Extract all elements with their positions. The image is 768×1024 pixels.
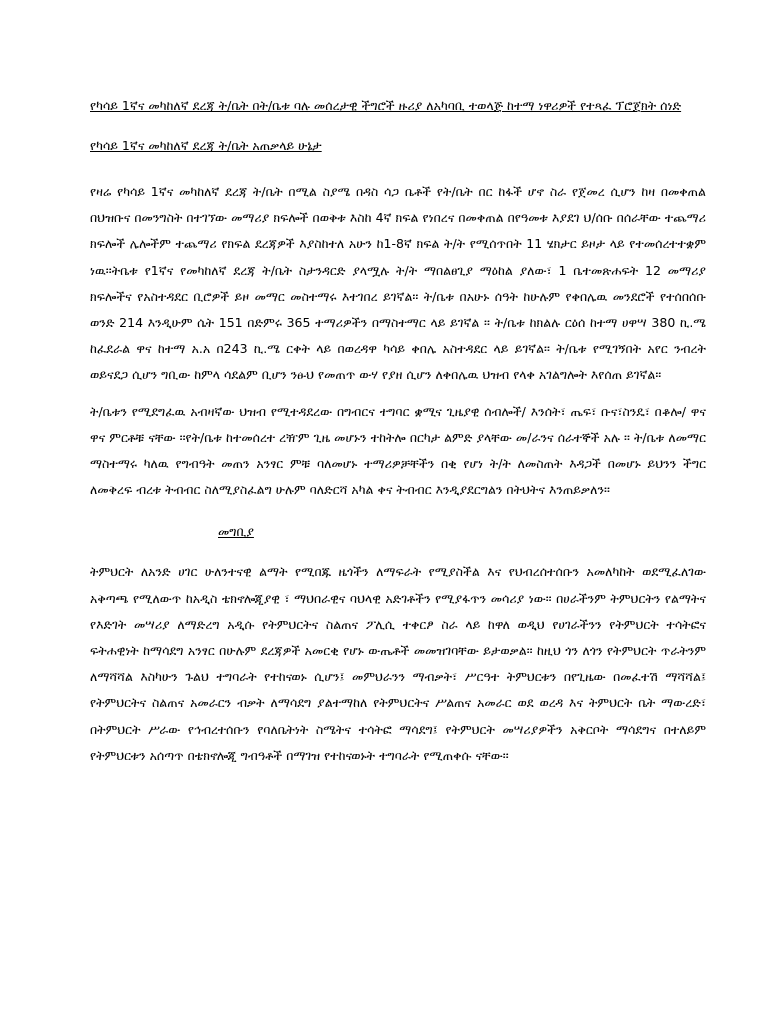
document-title: የካሳይ 1ኛና መካከለኛ ደረጃ ት/ቤት በት/ቤቱ ባሉ መሰረታዊ ችግሮች ዙሪያ ለአካባቢ ተወላጅ ከተማ ነዋሪዎች የተጻፈ ፕሮጀክት ሰነድ bbox=[90, 98, 682, 113]
section-paragraph: ትምህርት ለአንድ ሀገር ሁለንተናዊ ልማት የሚበጁ ዜጎችን ለማፍራት የሚያስችል እና የህብረሰተሰቡን አመለካከት ወደሚፈለገው አቅጣጫ የሚለውጥ ከአዲስ ቴክኖሎጂያዊ ፣ ማህበራዊና ባህላዊ አድገቶችን የሚያፋጥን መሳሪያ ነው፡፡ በሀራችንም ትምህርትን የልማትና የእድገት መሣሪያ ለማድረግ አዲሱ የትምህርትና ስልጠና ፖሊሲ ተቀርፆ ስራ ላይ ከዋለ ወዲህ የሀገራችንን የትምህርት ተሳትፎና ፍትሐዊነት ከማሳደግ አንፃር በሁሉም ደረጃዎች አመርቂ የሆኑ ውጤቶች መመዝገባቸው ይታወቃል፡፡ ከዚህ ጎን ለጎን የትምህርት ጥራትንም ለማሻሻል እስካሁን ጉልህ ተግባራት የተከናወኑ ሲሆን፤ መምህራንን ማብቃት፣ ሥርዓተ ትምህርቱን በየጊዜው በመፈተሽ ማሻሻል፤ የትምህርትና ስልጠና አመራርን ብቃት ለማሳደግ ያልተማከለ የትምህርትና ሥልጠና አመራር ወደ ወረዳ እና ትምህርት ቤት ማውረድ፣ በትምህርት ሥራው የኅብረተሰቡን የባለቤትነት ስሜትና ተሳትፎ ማሳደግ፤ የትምህርት መሣሪያዎችን አቅርቦት ማሳደግና በተለይም የትምህርቱን አሰጣጥ በቴክኖሎጂ ግብዓቶች በማገዝ የተከናወኑት ተግባራት የሚጠቀሱ ናቸው፡፡ bbox=[90, 564, 706, 763]
section-title-introduction: መግቢያ bbox=[218, 524, 254, 540]
paragraph-1: የዛሬ የካሳይ 1ኛና መካከለኛ ደረጃ ት/ቤት በሚል ስያሜ በዳስ ሳጋ ቤቶች የት/ቤት በር ከፋች ሆኖ ስራ የጀመረ ሲሆን ከዛ በመቀጠል በህዝቡና በመንግስት በተገኘው መማሪያ ክፍሎች በወቅቱ እስከ 4ኛ ክፍል የነበረና በመቀጠል በየዓመቱ እያደገ ህ/ሰቡ በሰራቸው ተጨማሪ ክፍሎች ሌሎችም ተጨማሪ የክፍል ደረጃዎች እያስከተለ አሁን ከ1-8ኛ ክፍል ት/ት የሚሰጥበት 11 ሄክታር ይዞታ ላይ የተመሰረተተቋም ነዉ፡፡ትቤቱ የ1ኛና የመካከለኛ ደረጃ ት/ቤት ስታንዳርድ ያላሟሉ ት/ት ማበልፀጊያ ማዕከል ያለው፣ 1 ቤተመጽሐፍት 12 መማሪያ ክፍሎችና የአስተዳደር ቢሮዎች ይዞ መማር መስተማሩ እተገበረ ይገኛል፡፡ ት/ቤቱ በአሁኑ ሰዓት ከሁሉም የቀበሌዉ መንደሮች የተሰበሰቡ ወንድ 214 እንዲሁም ሴት 151 በድምሩ 365 ተማሪዎችን በማስተማር ላይ ይገኛል ፡፡ ት/ቤቱ ከክልሉ ርዕሰ ከተማ ሀዋሣ 380 ኪ.ሜ ከፈደራል ዋና ከተማ አ.አ በ243 ኪ.ሜ ርቀት ላይ በወረዳዋ ካሳይ ቀበሌ አስተዳደር ላይ ይገኛል፡፡ ት/ቤቱ የሚገኝበት አየር ንብረት ወይናደጋ ሲሆን ግቢው ከምላ ሳደልም ቢሆን ንፁህ የመጠጥ ውሃ የያዘ ሲሆን ለቀበሌዉ ህዝብ የላቀ አገልግሎት እየሰጠ ይገኛል፡፡ bbox=[90, 184, 706, 383]
paragraph-2: ት/ቤቱን የሚደግፈዉ አብዛኛው ህዝብ የሚተዳደረው በግብርና ተግባር ቋሚና ጊዜያዊ ሰብሎች/ እንሰት፣ ጤፍ፣ ቡና፣ስንዴ፣ በቆሎ/ ዋና ዋና ምርቶቹ ናቸው ፡፡የት/ቤቱ ከተመሰረተ ረዥም ጊዜ መሆኑን ተከትሎ በርካታ ልምድ ያላቸው መ/ራንና ሰራተኞች አሉ ፡፡ ት/ቤቱ ለመማር ማስተማሩ ካለዉ የግብዓት መጠን አንፃር ምቹ ባለመሆኑ ተማሪዎቻቸችን በቂ የሆነ ት/ት ለመስጠት እዳጋች በመሆኑ ይህንን ችግር ለመቅረፍ ብረቱ ትብብር ስለሚያስፈልግ ሁሉም ባለድርሻ አካል ቀና ትብብር እንዲያደርግልን በትህትና እንጠይቃለን፡፡ bbox=[90, 403, 706, 498]
document-subtitle: የካሳይ 1ኛና መካከለኛ ደረጃ ት/ቤት አጠቃላይ ሁኔታ bbox=[90, 138, 322, 153]
